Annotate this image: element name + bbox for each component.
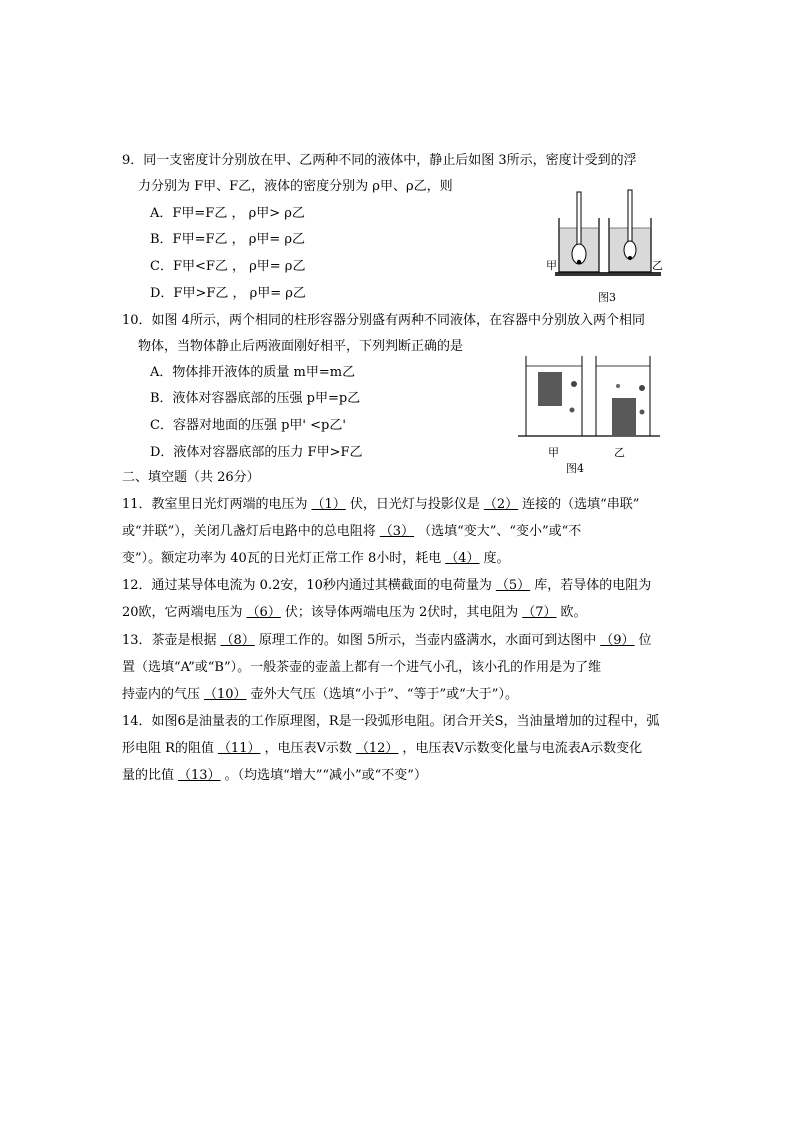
q14-text-f: 。（均选填“增大”“减小”或“不变”）	[224, 768, 427, 783]
blank-7: （7）	[522, 605, 557, 620]
blank-9: （9）	[600, 633, 635, 648]
blank-8: （8）	[220, 633, 255, 648]
blank-1: （1）	[311, 497, 346, 512]
blank-10: （10）	[204, 687, 247, 702]
q13-line1	[122, 632, 652, 650]
figure-3-caption: 图3	[598, 291, 616, 304]
q11-text-e: 或“并联”），关闭几盏灯后电路中的总电阻将	[122, 524, 376, 539]
blank-13: （13）	[178, 768, 221, 783]
q12-text-f: 欧。	[560, 605, 587, 620]
q10-option-d: D．液体对容器底部的压力 F甲>F乙	[150, 445, 363, 460]
q14-line2	[122, 740, 642, 758]
q11-line1	[122, 496, 639, 514]
q9-line2: 力分别为 F甲、F乙，液体的密度分别为 ρ甲、ρ乙，则	[138, 179, 453, 194]
q11-text-g: 变”）。额定功率为 40瓦的日光灯正常工作 8小时，耗电	[122, 551, 442, 566]
q12-text-d: 20欧，它两端电压为	[122, 605, 243, 620]
q11-text-h: 度。	[483, 551, 510, 566]
q10-option-a: A．物体排开液体的质量 m甲=m乙	[150, 365, 356, 380]
q11-text-d: 连接的（选填“串联”	[522, 497, 640, 512]
q9-option-d: D．F甲>F乙 ， ρ甲= ρ乙	[150, 286, 306, 301]
q12-text-a: 12．通过某导体电流为 0.2安，10秒内通过其横截面的电荷量为	[122, 578, 492, 593]
q13-text-d: 位	[638, 633, 652, 648]
q14-line1: 14．如图6是油量表的工作原理图，R是一段弧形电阻。闭合开关S，当油量增加的过程中，弧	[122, 714, 660, 729]
blank-6: （6）	[246, 605, 281, 620]
blank-4: （4）	[445, 551, 480, 566]
q9-option-b: B．F甲=F乙 ， ρ甲= ρ乙	[150, 232, 306, 247]
q13-text-c: 原理工作的。如图 5所示，当壶内盛满水，水面可到达图中	[258, 633, 597, 648]
q9-line1: 9．同一支密度计分别放在甲、乙两种不同的液体中，静止后如图 3所示，密度计受到的浮	[122, 153, 637, 168]
q11-text-f: （选填“变大”、“变小”或“不	[418, 524, 582, 539]
q14-text-b: 形电阻 R的阻值	[122, 741, 214, 756]
figure-3-label-right: 乙	[652, 259, 663, 272]
figure-4-label-right: 乙	[614, 446, 625, 459]
q12-line2	[122, 604, 587, 622]
q12-line1	[122, 577, 651, 595]
q9-option-a: A．F甲=F乙 ， ρ甲> ρ乙	[150, 206, 305, 221]
q13-text-g: 壶外大气压（选填“小于”、“等于”或“大于”）。	[250, 687, 518, 702]
q11-text-c: 伏，日光灯与投影仪是	[349, 497, 480, 512]
q13-text-a: 13．茶壶是根据	[122, 633, 217, 648]
q14-line3	[122, 767, 427, 785]
q10-line2: 物体，当物体静止后两液面刚好相平，下列判断正确的是	[138, 339, 464, 354]
q12-text-c: 库，若导体的电阻为	[534, 578, 652, 593]
figure-4-containers-diagram	[518, 356, 660, 438]
q11-text-a: 11．教室里日光灯两端的电压为	[122, 497, 308, 512]
q14-text-d: ，电压表V示数变化量与电流表A示数变化	[402, 741, 643, 756]
q11-line3	[122, 550, 510, 568]
figure-4-caption: 图4	[566, 462, 584, 475]
q13-line3	[122, 686, 518, 704]
q10-line1: 10．如图 4所示，两个相同的柱形容器分别盛有两种不同液体，在容器中分别放入两个相同	[122, 313, 645, 328]
blank-2: （2）	[483, 497, 519, 512]
blank-11: （11）	[217, 741, 261, 756]
q10-option-c: C．容器对地面的压强 p甲' <p乙'	[150, 418, 346, 433]
figure-4-label-left: 甲	[548, 446, 559, 459]
q12-text-e: 伏；该导体两端电压为 2伏时，其电阻为	[284, 605, 519, 620]
figure-3-hydrometer-diagram	[553, 188, 663, 280]
section-2-title: 二、填空题（共 26分）	[122, 470, 260, 485]
blank-3: （3）	[379, 524, 415, 539]
figure-3-label-left: 甲	[546, 259, 557, 272]
blank-12: （12）	[355, 741, 399, 756]
q13-line2: 置（选填“A”或“B”）。一般茶壶的壶盖上都有一个进气小孔，该小孔的作用是为了维	[122, 660, 602, 675]
q11-line2	[122, 523, 581, 541]
q14-text-e: 量的比值	[122, 768, 175, 783]
blank-5: （5）	[495, 578, 531, 593]
q13-text-f: 持壶内的气压	[122, 687, 201, 702]
q14-text-c: ，电压表V示数	[264, 741, 352, 756]
q9-option-c: C．F甲<F乙 ， ρ甲= ρ乙	[150, 259, 306, 274]
q10-option-b: B．液体对容器底部的压强 p甲=p乙	[150, 391, 361, 406]
